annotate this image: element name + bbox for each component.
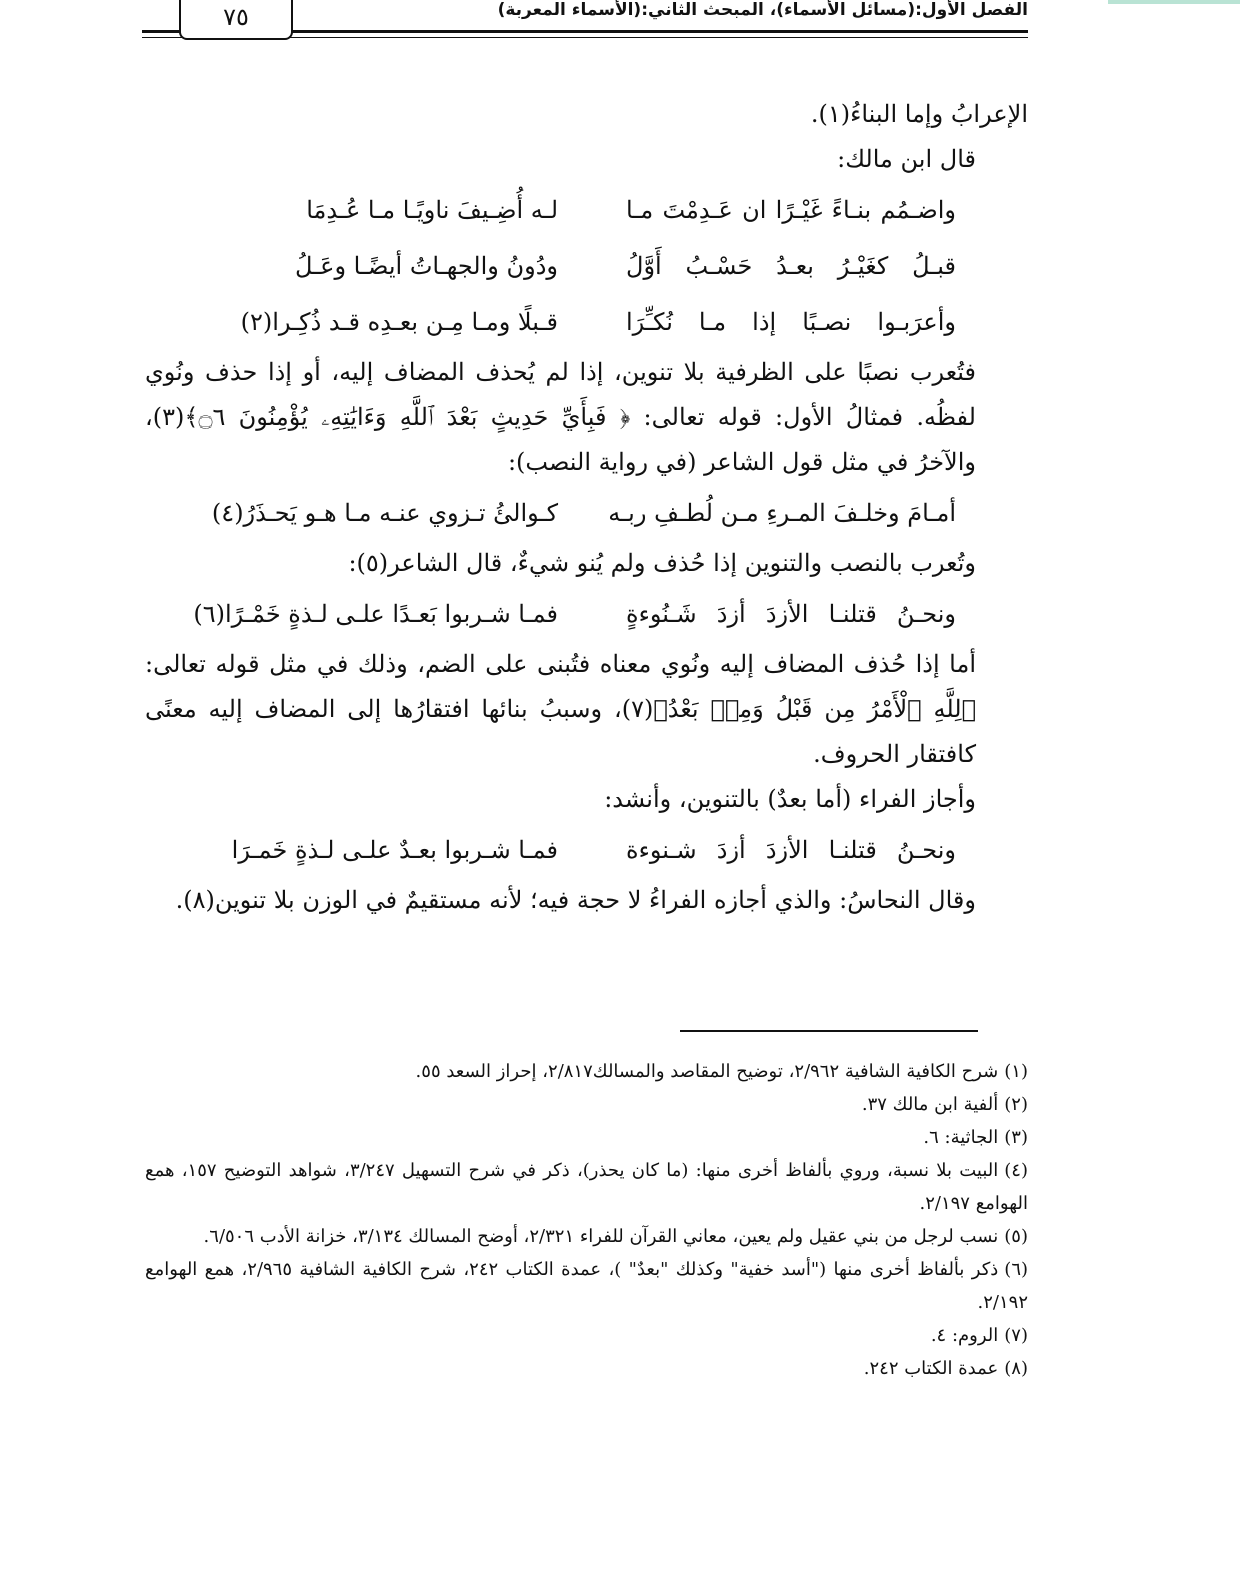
verse-second-hemistich: فمـا شـربوا بَعـدًا علـى لـذةٍ خَمْـرًا(٦) (193, 599, 558, 628)
verse-second-hemistich: فمـا شـربوا بعـدٌ علـى لـذةٍ خَمـرَا (231, 835, 558, 864)
verse-second-hemistich: قـبلًا ومـا مِـن بعـدِه قـد ذُكِـرا(٢) (240, 307, 558, 336)
footnote: (٧)الروم: ٤. (930, 1325, 1028, 1346)
verse-line (145, 822, 1028, 878)
corner-mark (1108, 0, 1240, 4)
footnotes (145, 1055, 1028, 1385)
text-line: الإعرابُ وإما البناءُ(١). (810, 100, 1028, 128)
verse-second-hemistich: كـوالئُ تـزوي عنـه مـا هـو يَحـذَرُ(٤) (211, 498, 558, 527)
page-number: ٧٥ (179, 0, 293, 40)
verse-first-hemistich: ونحـنُ قتلنـا الأزدَ أزدَ شـنوءة (626, 835, 956, 864)
verse-line (145, 294, 1028, 350)
footnote-separator (680, 1030, 978, 1032)
text-line: وأجاز الفراء (أما بعدٌ) بالتنوين، وأنشد: (604, 785, 976, 813)
footnote: (٢)ألفية ابن مالك ٣٧. (861, 1094, 1028, 1115)
verse-line (145, 238, 1028, 294)
verse-line (145, 586, 1028, 642)
page-header (142, 0, 1028, 46)
verse-second-hemistich: لـه أُضِـيفَ ناويًـا مـا عُـدِمَا (306, 195, 558, 224)
footnote: (٣)الجاثية: ٦. (923, 1127, 1028, 1148)
verse-first-hemistich: قبـلُ كغَيْـرُ بعـدُ حَسْـبُ أَوَّلُ (626, 251, 956, 280)
verse-line (145, 182, 1028, 238)
footnote: (٤)البيت بلا نسبة، وروي بألفاظ أخرى منها: (ما كان يحذر)، ذكر في شرح التسهيل ٣/٢٤٧، شواهد التوضيح ١٥٧، همع الهوامع ٢/١٩٧. (145, 1160, 1028, 1214)
footnote: (٥)نسب لرجل من بني عقيل ولم يعين، معاني القرآن للفراء ٢/٣٢١، أوضح المسالك ٣/١٣٤، خزانة الأدب ٦/٥٠٦. (203, 1226, 1028, 1247)
verse-first-hemistich: وأعرَبـوا نصـبًا إذا مـا نُكـِّرَا (626, 307, 956, 336)
paragraph: فتُعرب نصبًا على الظرفية بلا تنوين، إذا لم يُحذف المضاف إليه، أو إذا حذف ونُوي لفظُه. فمثالُ الأول: قوله تعالى: ﴿ فَبِأَيِّ حَدِيثٍ بَعْدَ ٱللَّهِ وَءَايَٰتِهِۦ يُؤْمِنُونَ ۝٦﴾(٣)، والآخرُ في مثل قول الشاعر (في رواية النصب): (145, 358, 976, 476)
verse-first-hemistich: أمـامَ وخلـفَ المـرءِ مـن لُطـفِ ربـه (608, 498, 956, 527)
footnote: (٦)ذكر بألفاظ أخرى منها ("أسد خفية" وكذلك "بعدٌ" )، عمدة الكتاب ٢٤٢، شرح الكافية الشافية ٢/٩٦٥، همع الهوامع ٢/١٩٢. (145, 1259, 1029, 1313)
verse-first-hemistich: واضـمُم بنـاءً غَيْـرًا ان عَـدِمْتَ مـا (626, 195, 956, 224)
main-text (145, 92, 1028, 923)
text-line: قال ابن مالك: (837, 145, 976, 173)
verse-line (145, 485, 1028, 541)
footnote: (٨)عمدة الكتاب ٢٤٢. (863, 1358, 1028, 1379)
running-title: الفصل الأول:(مسائل الأسماء)، المبحث الثاني:(الأسماء المعربة) (497, 0, 1028, 20)
verse-first-hemistich: ونحـنُ قتلنـا الأزدَ أزدَ شَـنُوءةٍ (626, 599, 956, 628)
text-line: وقال النحاسُ: والذي أجازه الفراءُ لا حجة فيه؛ لأنه مستقيمٌ في الوزن بلا تنوين(٨). (175, 886, 976, 914)
verse-second-hemistich: ودُونُ والجهـاتُ أيضًـا وعَـلُ (294, 251, 558, 280)
text-line: وتُعرب بالنصب والتنوين إذا حُذف ولم يُنو شيءٌ، قال الشاعر(٥): (348, 549, 976, 577)
footnote: (١)شرح الكافية الشافية ٢/٩٦٢، توضيح المقاصد والمسالك٢/٨١٧، إحراز السعد ٥٥. (415, 1061, 1028, 1082)
paragraph: أما إذا حُذف المضاف إليه ونُوي معناه فتُبنى على الضم، وذلك في مثل قوله تعالى: ﴿لِلَّهِ ٱلْأَمْرُ مِن قَبْلُ وَمِنۢ بَعْدُ﴾(٧)، وسببُ بنائها افتقارُها إلى المضاف إليه معنًى كافتقار الحروف. (145, 650, 976, 768)
